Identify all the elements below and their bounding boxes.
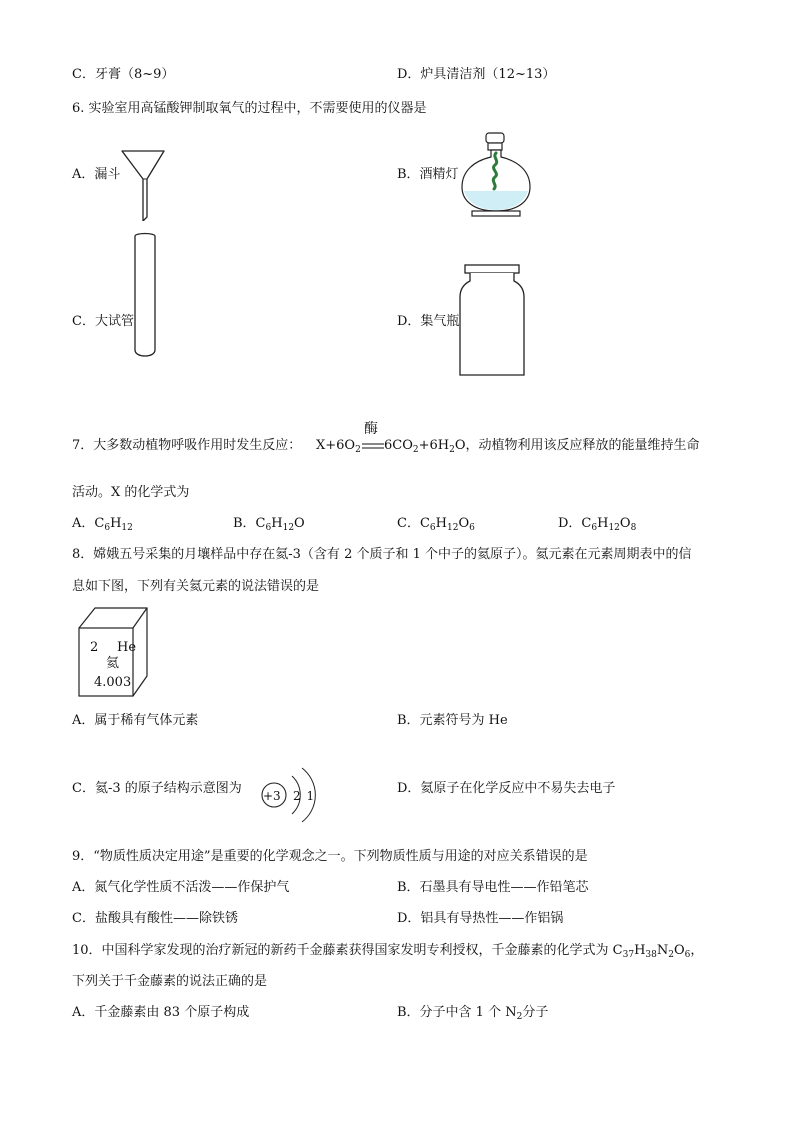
eq-left: X+6O (316, 438, 356, 453)
q7-option-b: B．$C_6H_{12}O$ (233, 516, 305, 533)
q6-option-c: C．大试管 (72, 314, 134, 329)
q8-stem-line1: 8．嫦娥五号采集的月壤样品中存在氦-3（含有 2 个质子和 1 个中子的氦原子）。氦元素在元素周期表中的信 (72, 547, 692, 562)
q7-eq-condition: 酶 (364, 421, 378, 437)
q8-option-b: B．元素符号为 He (397, 713, 508, 728)
element-atomic-mass: 4.003 (94, 675, 132, 690)
q6-option-b: B．酒精灯 (397, 167, 459, 182)
alcohol-lamp-figure (458, 131, 534, 221)
q7-option-c: C．$C_6H_{12}O_6$ (397, 516, 475, 533)
q9-stem: 9．“物质性质决定用途”是重要的化学观念之一。下列物质性质与用途的对应关系错误的是 (72, 849, 588, 864)
eq-right-b-sub: 2 (449, 445, 455, 455)
q10-stem-line1: 10．中国科学家发现的治疗新冠的新药千金藤素获得国家发明专利授权，千金藤素的化学式为 $C_{37}H_{38}N_2O_6$， (72, 943, 704, 960)
element-symbol: He (117, 640, 137, 655)
q9-option-b: B．石墨具有导电性——作铅笔芯 (397, 880, 589, 895)
q8-option-a: A．属于稀有气体元素 (72, 713, 199, 728)
q6-option-d: D．集气瓶 (397, 314, 460, 329)
q9-option-c: C．盐酸具有酸性——除铁锈 (72, 911, 238, 926)
q7-equation-right (384, 438, 700, 454)
element-atomic-number: 2 (90, 640, 99, 655)
q6-stem: 6. 实验室用高锰酸钾制取氧气的过程中，不需要使用的仪器是 (72, 101, 427, 116)
q8-option-c: C．氦-3 的原子结构示意图为 (72, 781, 242, 796)
q10-option-a: A．千金藤素由 83 个原子构成 (72, 1005, 250, 1020)
atom-nucleus-charge: +3 (263, 789, 281, 803)
gas-bottle-figure (456, 263, 528, 379)
q7-stem-line2: 活动。X 的化学式为 (72, 485, 190, 500)
funnel-figure (119, 149, 169, 221)
eq-left-sub: 2 (355, 445, 361, 455)
q7-stem-suffix: ，动植物利用该反应释放的能量维持生命 (465, 438, 700, 453)
q7-option-a: A．$C_6H_{12}$ (72, 516, 133, 533)
q7-option-d: D．$C_6H_{12}O_8$ (558, 516, 637, 533)
q5-option-d: D．炉具清洁剂（12~13） (397, 67, 556, 82)
q10-stem-line2: 下列关于千金藤素的说法正确的是 (72, 974, 268, 989)
q9-option-d: D．铝具有导热性——作铝锅 (397, 911, 564, 926)
q5-option-c: C．牙膏（8~9） (72, 67, 175, 82)
q7-equation (316, 438, 361, 454)
atom-electron-shells: 2 1 (293, 789, 316, 803)
eq-right-a-sub: 2 (412, 445, 419, 455)
eq-right-c: O (454, 438, 466, 453)
eq-right-a: 6CO (384, 438, 413, 453)
q7-stem-prefix: 7．大多数动植物呼吸作用时发生反应： (72, 438, 302, 453)
q6-option-a: A．漏斗 (72, 167, 121, 182)
q8-option-d: D．氦原子在化学反应中不易失去电子 (397, 781, 616, 796)
equals-sign (362, 442, 384, 450)
element-name: 氦 (106, 656, 120, 671)
q9-option-a: A．氮气化学性质不活泼——作保护气 (72, 880, 290, 895)
test-tube-figure (131, 232, 159, 360)
q8-stem-line2: 息如下图，下列有关氦元素的说法错误的是 (72, 579, 320, 594)
q10-option-b: B．分子中含 1 个 $N_2$分子 (397, 1005, 549, 1022)
eq-right-b: +6H (418, 438, 450, 453)
